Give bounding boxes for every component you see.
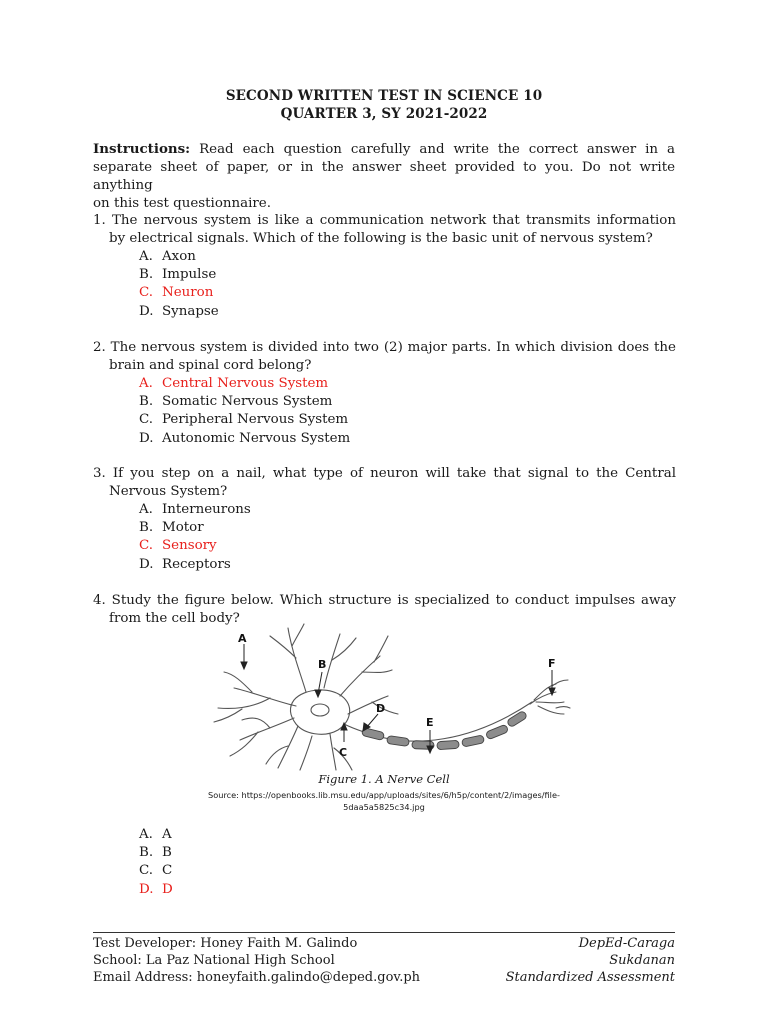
choice-c: C. Peripheral Nervous System [139, 412, 349, 428]
question-2-choices [139, 375, 350, 448]
footer-org: DepEd-Caraga [578, 936, 675, 951]
footer-place: Sukdanan [609, 953, 675, 968]
myelin-sheath [437, 740, 460, 750]
figure-source [0, 789, 768, 813]
dendrite [266, 726, 298, 768]
question-3 [93, 465, 676, 501]
footer-developer: Test Developer: Honey Faith M. Galindo [93, 936, 358, 951]
choice-d: D. Autonomic Nervous System [139, 430, 351, 446]
instructions-line1: Read each question carefully and write the correct answer in a [199, 142, 675, 157]
question-1-choices [139, 248, 219, 321]
footer-email: Email Address: honeyfaith.galindo@deped.gov.ph [93, 970, 421, 985]
myelin-sheath [506, 710, 527, 727]
instructions [93, 140, 675, 213]
question-1 [93, 212, 676, 248]
nerve-cell-diagram [212, 622, 572, 772]
axon-terminal [530, 680, 570, 714]
choice-b: B. B [139, 845, 172, 861]
question-text-line2: Nervous System? [109, 484, 228, 499]
question-3-choices [139, 501, 251, 574]
choice-d: D. Synapse [139, 303, 219, 319]
question-text-line2: brain and spinal cord belong? [109, 358, 312, 373]
label-d: D [376, 702, 386, 715]
axon-hillock [344, 724, 364, 732]
footer-school: School: La Paz National High School [93, 953, 335, 968]
choice-b: B. Impulse [139, 267, 217, 283]
choice-c-correct: C. Sensory [139, 538, 217, 554]
choice-a-correct: A. Central Nervous System [139, 376, 329, 391]
label-b: B [318, 658, 327, 671]
myelin-sheath [461, 735, 484, 747]
question-text-line2: by electrical signals. Which of the following is the basic unit of nervous system? [109, 231, 653, 246]
instructions-line2: separate sheet of paper, or in the answer sheet provided to you. Do not write anything [93, 160, 675, 193]
choice-a: A. Interneurons [139, 502, 251, 517]
myelin-sheath [485, 724, 508, 740]
label-c: C [339, 746, 348, 759]
choice-b: B. Motor [139, 520, 204, 536]
dendrite [340, 636, 392, 696]
question-2 [93, 339, 676, 375]
axon [364, 702, 532, 741]
choice-d: D. Receptors [139, 556, 231, 572]
question-number: 1. [93, 213, 106, 228]
dendrite [230, 718, 294, 756]
test-title: SECOND WRITTEN TEST IN SCIENCE 10 [225, 88, 543, 104]
question-text-line2: from the cell body? [109, 611, 240, 626]
test-subtitle: QUARTER 3, SY 2021-2022 [280, 106, 488, 122]
dendrite [270, 624, 306, 692]
footer-assessment: Standardized Assessment [505, 970, 675, 985]
choice-c-correct: C. Neuron [139, 285, 214, 301]
choice-b: B. Somatic Nervous System [139, 394, 333, 410]
question-number: 3. [93, 466, 106, 481]
myelin-sheath [387, 736, 410, 747]
choice-d-correct: D. D [139, 881, 173, 897]
nucleus [311, 704, 329, 716]
label-f: F [548, 657, 556, 670]
dendrite [214, 672, 296, 722]
question-text-line1: The nervous system is divided into two (2) major parts. In which division does the [110, 340, 676, 355]
question-text-line1: Study the figure below. Which structure is specialized to conduct impulses away [111, 593, 676, 608]
dendrite [348, 696, 398, 714]
footer-divider [93, 932, 675, 933]
question-number: 4. [93, 593, 106, 608]
footer [93, 935, 675, 986]
question-text-line1: If you step on a nail, what type of neuron will take that signal to the Central [112, 466, 676, 481]
question-4-choices [139, 826, 173, 899]
figure-caption: Figure 1. A Nerve Cell [318, 772, 450, 786]
instructions-label: Instructions: [93, 141, 191, 157]
instructions-line3: on this test questionnaire. [93, 196, 271, 211]
question-number: 2. [93, 340, 106, 355]
label-a: A [238, 632, 247, 645]
choice-c: C. C [139, 863, 173, 879]
nerve-cell-figure [212, 622, 572, 772]
question-text-line1: The nervous system is like a communication network that transmits information [111, 213, 676, 228]
choice-a: A. A [139, 827, 172, 842]
choice-a: A. Axon [139, 249, 196, 264]
figure-source-line2: 5daa5a5825c34.jpg [343, 802, 425, 812]
label-e: E [426, 716, 434, 729]
figure-source-line1: Source: https://openbooks.lib.msu.edu/app/uploads/sites/6/h5p/content/2/images/file- [208, 790, 560, 800]
dendrite [324, 634, 356, 688]
